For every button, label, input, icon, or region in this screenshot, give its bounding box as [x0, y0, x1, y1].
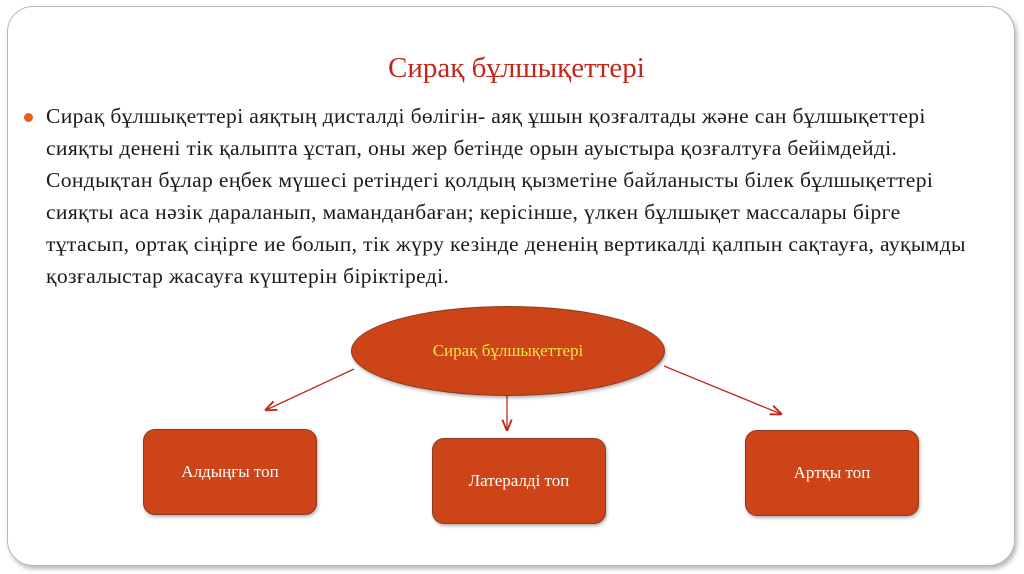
root-node: Сирақ бұлшықеттері [351, 306, 665, 396]
slide-title: Сирақ бұлшықеттері [388, 52, 645, 84]
arrow-to-posterior [664, 366, 781, 414]
node-anterior-group: Алдыңғы топ [143, 429, 317, 515]
node-posterior-group: Артқы топ [745, 430, 919, 516]
bullet-paragraph: Сирақ бұлшықеттері аяқтың дисталді бөлігін- аяқ ұшын қозғалтады және сан бұлшықеттері сияқты денені тік қалыпта ұстап, оны жер бетінде орын ауыстыра қозғалтуға бейімдейді. Сондықтан бұлар еңбек мүшесі ретіндегі қолдың қызметіне байланысты білек бұлшықеттері сияқты аса нәзік дараланып, маманданбаған; керісінше, үлкен бұлшықет массалары бірге тұтасып, ортақ сіңірге ие болып, тік жүру кезінде дененің вертикалді қалпын сақтауға, ауқымды қозғалыстар жасауға күштерін біріктіреді. [46, 104, 966, 288]
arrow-to-anterior [266, 369, 354, 410]
node-lateral-group: Латералді топ [432, 438, 606, 524]
